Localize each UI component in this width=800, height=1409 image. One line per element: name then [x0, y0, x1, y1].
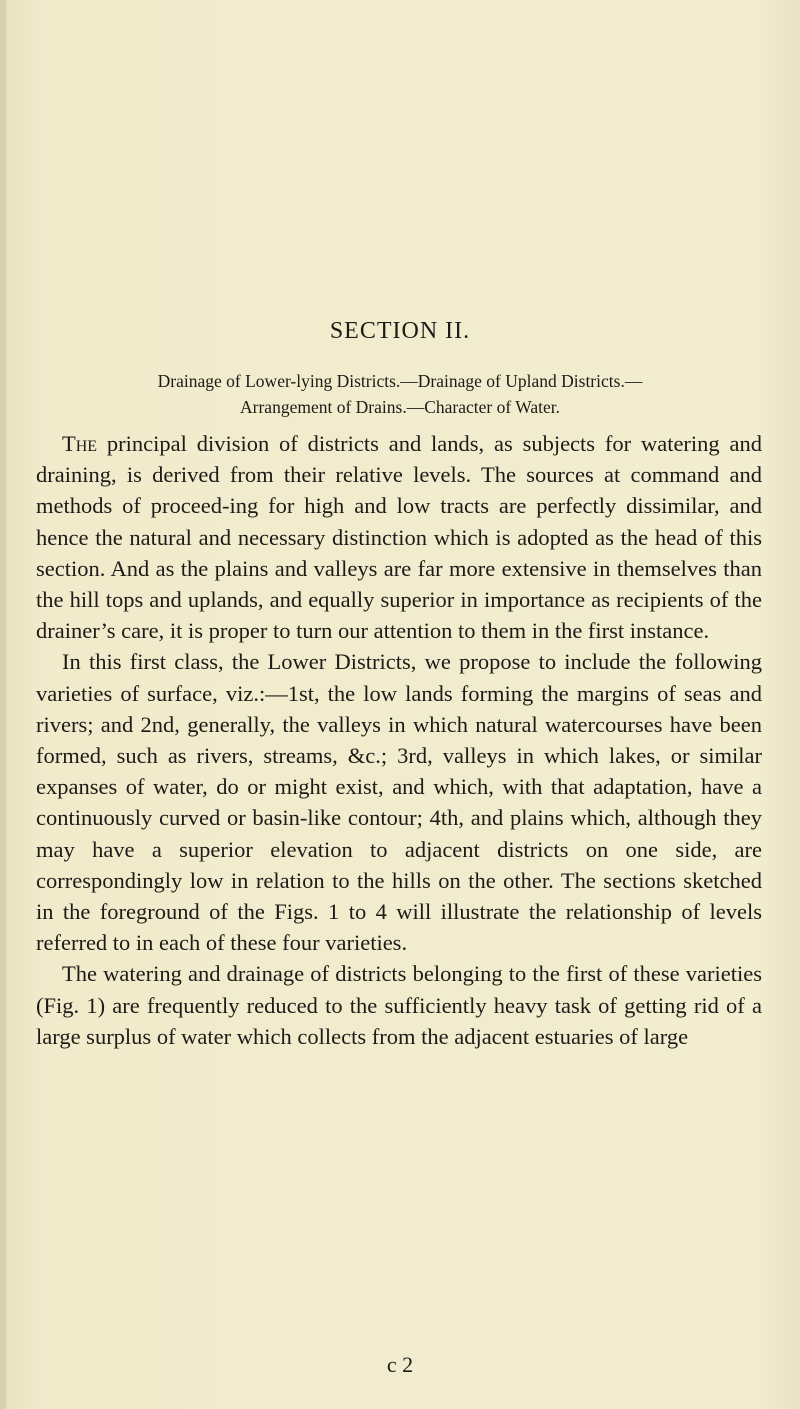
page-binding-edge [0, 0, 6, 1409]
page-signature-mark: c 2 [386, 1352, 414, 1377]
subtitle-line-1: Drainage of Lower-lying Districts.—Drainage of Upland Districts.— [157, 371, 643, 391]
paragraph-1 [36, 428, 762, 646]
section-subtitle [38, 368, 762, 420]
paragraph-1-lead-word: The [62, 431, 98, 456]
section-heading: SECTION II. [329, 318, 471, 344]
paragraph-3: The watering and drainage of districts belonging to the first of these varieties (Fig. 1) are frequently reduced to the sufficiently heavy task of getting rid of a large surplus of water which collects from the adjacent estuaries of large [36, 961, 762, 1049]
paragraph-1-text: principal division of districts and lands, as subjects for watering and draining, is derived from their relative levels. The sources at command and methods of proceed-ing for high and low tracts are perfectly dissimilar, and hence the natural and necessary distinction which is adopted as the head of this section. And as the plains and valleys are far more extensive in themselves than the hill tops and uplands, and equally superior in importance as recipients of the drainer’s care, it is proper to turn our attention to them in the first instance. [36, 431, 762, 644]
body-text [36, 428, 762, 1052]
paragraph-2: In this first class, the Lower Districts, we propose to include the following varieties of surface, viz.:—1st, the low lands forming the margins of seas and rivers; and 2nd, generally, the valleys in which natural watercourses have been formed, such as rivers, streams, &c.; 3rd, valleys in which lakes, or similar expanses of water, do or might exist, and which, with that adaptation, have a continuously curved or basin-like contour; 4th, and plains which, although they may have a superior elevation to adjacent districts on one side, are correspondingly low in relation to the hills on the other. The sections sketched in the foreground of the Figs. 1 to 4 will illustrate the relationship of levels referred to in each of these four varieties. [36, 649, 762, 956]
subtitle-line-2: Arrangement of Drains.—Character of Water. [240, 397, 560, 417]
